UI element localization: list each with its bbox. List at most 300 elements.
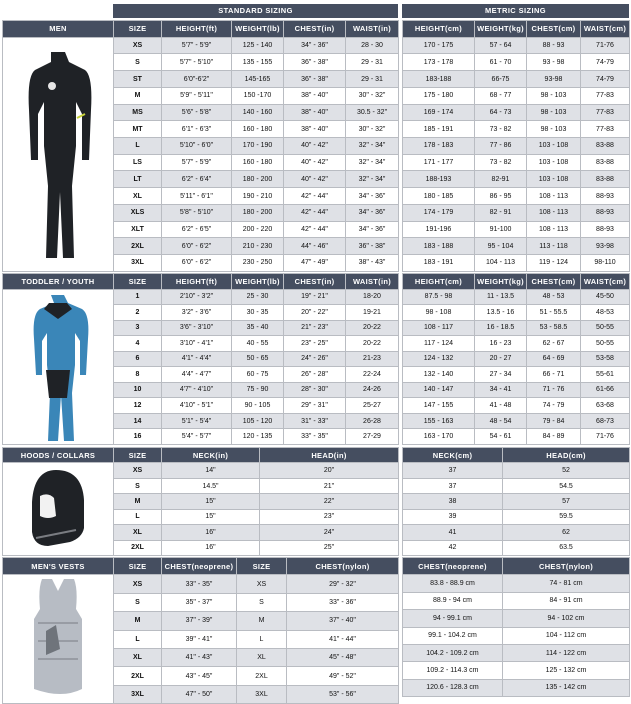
- value-cell: 103 - 108: [527, 138, 581, 155]
- value-cell: 63.5: [503, 540, 630, 555]
- table-row: [403, 104, 630, 121]
- column-header: HEIGHT(cm): [403, 21, 475, 38]
- value-cell: 77-83: [581, 104, 630, 121]
- size-cell: XL: [114, 188, 162, 205]
- value-cell: 99.1 - 104.2 cm: [403, 627, 503, 644]
- column-header: CHEST(neoprene): [162, 558, 237, 575]
- value-cell: 27 - 34: [475, 367, 527, 383]
- value-cell: 200 - 220: [232, 221, 284, 238]
- value-cell: 103 - 108: [527, 154, 581, 171]
- value-cell: 48-53: [581, 305, 630, 321]
- table-row: [403, 478, 630, 493]
- value-cell: 108 - 117: [403, 320, 475, 336]
- table-row: [403, 351, 630, 367]
- table-row: [3, 463, 399, 478]
- value-cell: 4'10" - 5'1": [162, 398, 232, 414]
- youth-wetsuit-icon: [3, 289, 114, 444]
- value-cell: 34" - 36": [346, 204, 399, 221]
- value-cell: 230 - 250: [232, 255, 284, 272]
- value-cell: 71 - 76: [527, 382, 581, 398]
- value-cell: 147 - 155: [403, 398, 475, 414]
- value-cell: 74 - 81 cm: [503, 575, 630, 592]
- value-cell: 53-58: [581, 351, 630, 367]
- vests-section-label: MEN'S VESTS: [3, 558, 114, 575]
- value-cell: 90 - 105: [232, 398, 284, 414]
- table-row: [403, 221, 630, 238]
- value-cell: 77-83: [581, 87, 630, 104]
- mens-wetsuit-icon: [3, 37, 114, 271]
- value-cell: 68 - 77: [475, 87, 527, 104]
- value-cell: 39" - 41": [162, 630, 237, 648]
- vests-metric-table: [402, 557, 630, 697]
- table-row: [403, 679, 630, 696]
- value-cell: 2'10" - 3'2": [162, 289, 232, 305]
- value-cell: 88-93: [581, 188, 630, 205]
- value-cell: 53 - 58.5: [527, 320, 581, 336]
- value-cell: 3'6" - 3'10": [162, 320, 232, 336]
- value-cell: 37" - 39": [162, 612, 237, 630]
- value-cell: 4'4" - 4'7": [162, 367, 232, 383]
- value-cell: 135 - 142 cm: [503, 679, 630, 696]
- value-cell: 44" - 46": [284, 238, 346, 255]
- value-cell: 6'2" - 6'4": [162, 171, 232, 188]
- value-cell: 38" - 43": [346, 255, 399, 272]
- value-cell: 22-24: [346, 367, 399, 383]
- value-cell: 4'7" - 4'10": [162, 382, 232, 398]
- value-cell: L: [237, 630, 287, 648]
- column-header: CHEST(cm): [527, 21, 581, 38]
- value-cell: 183 - 188: [403, 238, 475, 255]
- value-cell: 178 - 183: [403, 138, 475, 155]
- value-cell: 183-188: [403, 71, 475, 88]
- value-cell: 47" - 50": [162, 685, 237, 703]
- value-cell: 77 - 86: [475, 138, 527, 155]
- table-row: [403, 121, 630, 138]
- value-cell: 34" - 36": [346, 221, 399, 238]
- value-cell: 160 - 180: [232, 121, 284, 138]
- column-header: NECK(cm): [403, 448, 503, 463]
- value-cell: 32" - 34": [346, 154, 399, 171]
- size-cell: LT: [114, 171, 162, 188]
- value-cell: 5'7" - 5'10": [162, 54, 232, 71]
- table-row: [403, 382, 630, 398]
- value-cell: 61 - 70: [475, 54, 527, 71]
- table-row: [403, 289, 630, 305]
- value-cell: 5'7" - 5'9": [162, 154, 232, 171]
- value-cell: 15": [162, 494, 260, 509]
- size-cell: 10: [114, 382, 162, 398]
- value-cell: 16": [162, 525, 260, 540]
- table-row: [403, 87, 630, 104]
- size-cell: L: [114, 509, 162, 524]
- value-cell: 2XL: [237, 667, 287, 685]
- value-cell: 104.2 - 109.2 cm: [403, 644, 503, 661]
- table-row: [403, 627, 630, 644]
- value-cell: 175 - 180: [403, 87, 475, 104]
- value-cell: 3'2" - 3'6": [162, 305, 232, 321]
- column-header: HEAD(in): [260, 448, 399, 463]
- value-cell: 82-91: [475, 171, 527, 188]
- value-cell: 20-22: [346, 336, 399, 352]
- value-cell: 109.2 - 114.3 cm: [403, 662, 503, 679]
- column-header: HEIGHT(ft): [162, 21, 232, 38]
- value-cell: 14.5": [162, 478, 260, 493]
- value-cell: 71-76: [581, 37, 630, 54]
- value-cell: 169 - 174: [403, 104, 475, 121]
- value-cell: 91-100: [475, 221, 527, 238]
- value-cell: 20 - 27: [475, 351, 527, 367]
- value-cell: 62: [503, 525, 630, 540]
- value-cell: 42: [403, 540, 503, 555]
- value-cell: 5'6" - 5'8": [162, 104, 232, 121]
- table-row: [403, 71, 630, 88]
- value-cell: 34" - 36": [346, 188, 399, 205]
- size-cell: 3: [114, 320, 162, 336]
- value-cell: 6'0" - 6'2": [162, 255, 232, 272]
- column-header: WAIST(in): [346, 21, 399, 38]
- column-header: CHEST(in): [284, 274, 346, 290]
- value-cell: 74-79: [581, 71, 630, 88]
- value-cell: 93-98: [527, 71, 581, 88]
- value-cell: 50-55: [581, 336, 630, 352]
- table-row: [3, 289, 399, 305]
- value-cell: 124 - 132: [403, 351, 475, 367]
- value-cell: 95 - 104: [475, 238, 527, 255]
- value-cell: 28 - 30: [346, 37, 399, 54]
- size-cell: 2XL: [114, 238, 162, 255]
- value-cell: 45-50: [581, 289, 630, 305]
- table-row: [403, 305, 630, 321]
- value-cell: 88.9 - 94 cm: [403, 592, 503, 609]
- table-row: [403, 204, 630, 221]
- value-cell: 145-165: [232, 71, 284, 88]
- value-cell: 6'1" - 6'3": [162, 121, 232, 138]
- value-cell: 41 - 48: [475, 398, 527, 414]
- value-cell: 38" - 40": [284, 104, 346, 121]
- value-cell: 29 - 31: [346, 71, 399, 88]
- value-cell: 37: [403, 478, 503, 493]
- value-cell: 26" - 28": [284, 367, 346, 383]
- value-cell: 51 - 55.5: [527, 305, 581, 321]
- value-cell: 5'7" - 5'9": [162, 37, 232, 54]
- men-header-row: [3, 21, 399, 38]
- size-cell: M: [114, 494, 162, 509]
- value-cell: 98 - 103: [527, 121, 581, 138]
- table-row: [403, 336, 630, 352]
- table-row: [403, 37, 630, 54]
- value-cell: 54 - 61: [475, 429, 527, 445]
- value-cell: 16 - 18.5: [475, 320, 527, 336]
- size-cell: XLT: [114, 221, 162, 238]
- youth-metric-header-row: [403, 274, 630, 290]
- value-cell: 21-23: [346, 351, 399, 367]
- value-cell: 66 - 71: [527, 367, 581, 383]
- size-cell: S: [114, 593, 162, 611]
- value-cell: 108 - 113: [527, 221, 581, 238]
- value-cell: 117 - 124: [403, 336, 475, 352]
- table-row: [3, 575, 399, 593]
- table-row: [403, 540, 630, 555]
- value-cell: 86 - 95: [475, 188, 527, 205]
- value-cell: 55-61: [581, 367, 630, 383]
- table-row: [403, 398, 630, 414]
- value-cell: 132 - 140: [403, 367, 475, 383]
- men-standard-table: [2, 20, 399, 272]
- value-cell: 113 - 118: [527, 238, 581, 255]
- table-row: [403, 644, 630, 661]
- column-header: NECK(in): [162, 448, 260, 463]
- value-cell: 73 - 82: [475, 154, 527, 171]
- table-row: [403, 592, 630, 609]
- value-cell: 21": [260, 478, 399, 493]
- column-header: WAIST(in): [346, 274, 399, 290]
- column-header: CHEST(nylon): [503, 558, 630, 575]
- column-header: CHEST(in): [284, 21, 346, 38]
- table-row: [403, 509, 630, 524]
- men-metric-header-row: [403, 21, 630, 38]
- value-cell: 39: [403, 509, 503, 524]
- value-cell: 23" - 25": [284, 336, 346, 352]
- value-cell: 15": [162, 509, 260, 524]
- value-cell: M: [237, 612, 287, 630]
- youth-standard-table: [2, 273, 399, 445]
- value-cell: 120.6 - 128.3 cm: [403, 679, 503, 696]
- value-cell: 62 - 67: [527, 336, 581, 352]
- value-cell: 5'11" - 6'1": [162, 188, 232, 205]
- value-cell: 88 - 93: [527, 37, 581, 54]
- vests-standard-table: [2, 557, 399, 704]
- value-cell: 119 - 124: [527, 255, 581, 272]
- column-header: CHEST(neoprene): [403, 558, 503, 575]
- value-cell: 108 - 113: [527, 204, 581, 221]
- value-cell: 30" - 32": [346, 121, 399, 138]
- value-cell: 5'9" - 5'11": [162, 87, 232, 104]
- value-cell: 41: [403, 525, 503, 540]
- value-cell: 24": [260, 525, 399, 540]
- value-cell: 49" - 52": [287, 667, 399, 685]
- value-cell: 68-73: [581, 413, 630, 429]
- value-cell: 33" - 36": [287, 593, 399, 611]
- size-cell: 2: [114, 305, 162, 321]
- value-cell: XL: [237, 649, 287, 667]
- value-cell: 6'0"-6'2": [162, 71, 232, 88]
- value-cell: 83-88: [581, 154, 630, 171]
- size-cell: XL: [114, 649, 162, 667]
- value-cell: 38: [403, 494, 503, 509]
- value-cell: 66-75: [475, 71, 527, 88]
- value-cell: 52: [503, 463, 630, 478]
- value-cell: 16": [162, 540, 260, 555]
- column-header: WEIGHT(kg): [475, 274, 527, 290]
- value-cell: 140 - 160: [232, 104, 284, 121]
- value-cell: 53" - 56": [287, 685, 399, 703]
- vests-metric-header-row: [403, 558, 630, 575]
- value-cell: 59.5: [503, 509, 630, 524]
- column-header: SIZE: [237, 558, 287, 575]
- table-row: [403, 429, 630, 445]
- value-cell: 185 - 191: [403, 121, 475, 138]
- value-cell: 34" - 36": [284, 37, 346, 54]
- table-row: [403, 154, 630, 171]
- value-cell: 87.5 - 98: [403, 289, 475, 305]
- value-cell: 173 - 178: [403, 54, 475, 71]
- size-cell: ST: [114, 71, 162, 88]
- value-cell: 19-21: [346, 305, 399, 321]
- column-header: SIZE: [114, 448, 162, 463]
- hoods-header-row: [3, 448, 399, 463]
- value-cell: 155 - 163: [403, 413, 475, 429]
- value-cell: 103 - 108: [527, 171, 581, 188]
- value-cell: 125 - 132 cm: [503, 662, 630, 679]
- value-cell: 18-20: [346, 289, 399, 305]
- value-cell: 20": [260, 463, 399, 478]
- value-cell: S: [237, 593, 287, 611]
- value-cell: 31" - 33": [284, 413, 346, 429]
- table-row: [403, 171, 630, 188]
- table-row: [403, 494, 630, 509]
- value-cell: 57: [503, 494, 630, 509]
- value-cell: 28" - 30": [284, 382, 346, 398]
- value-cell: 30 - 35: [232, 305, 284, 321]
- size-cell: XLS: [114, 204, 162, 221]
- value-cell: 180 - 200: [232, 171, 284, 188]
- table-row: [403, 525, 630, 540]
- size-cell: 14: [114, 413, 162, 429]
- value-cell: 63-68: [581, 398, 630, 414]
- value-cell: 48 - 54: [475, 413, 527, 429]
- value-cell: 135 - 155: [232, 54, 284, 71]
- column-header: HEIGHT(cm): [403, 274, 475, 290]
- size-cell: 8: [114, 367, 162, 383]
- value-cell: 6'0" - 6'2": [162, 238, 232, 255]
- value-cell: 163 - 170: [403, 429, 475, 445]
- value-cell: 64 - 73: [475, 104, 527, 121]
- size-cell: XL: [114, 525, 162, 540]
- column-header: SIZE: [114, 274, 162, 290]
- table-row: [403, 238, 630, 255]
- value-cell: 36" - 38": [346, 238, 399, 255]
- value-cell: 20-22: [346, 320, 399, 336]
- value-cell: 160 - 180: [232, 154, 284, 171]
- value-cell: 21" - 23": [284, 320, 346, 336]
- value-cell: 25-27: [346, 398, 399, 414]
- size-cell: MS: [114, 104, 162, 121]
- value-cell: 82 - 91: [475, 204, 527, 221]
- value-cell: 5'8" - 5'10": [162, 204, 232, 221]
- value-cell: 38" - 40": [284, 87, 346, 104]
- value-cell: 171 - 177: [403, 154, 475, 171]
- value-cell: 32" - 34": [346, 171, 399, 188]
- men-metric-table: [402, 20, 630, 272]
- value-cell: 104 - 112 cm: [503, 627, 630, 644]
- value-cell: 50-55: [581, 320, 630, 336]
- value-cell: 3XL: [237, 685, 287, 703]
- size-cell: 2XL: [114, 540, 162, 555]
- value-cell: 33" - 35": [284, 429, 346, 445]
- column-header: CHEST(nylon): [287, 558, 399, 575]
- value-cell: 40" - 42": [284, 171, 346, 188]
- value-cell: 34 - 41: [475, 382, 527, 398]
- value-cell: 73 - 82: [475, 121, 527, 138]
- size-cell: S: [114, 54, 162, 71]
- value-cell: 41" - 44": [287, 630, 399, 648]
- value-cell: 29 - 31: [346, 54, 399, 71]
- value-cell: 183 - 191: [403, 255, 475, 272]
- value-cell: 14": [162, 463, 260, 478]
- value-cell: 54.5: [503, 478, 630, 493]
- size-cell: XS: [114, 463, 162, 478]
- value-cell: 60 - 75: [232, 367, 284, 383]
- value-cell: 24-26: [346, 382, 399, 398]
- value-cell: 93 - 98: [527, 54, 581, 71]
- value-cell: 191-196: [403, 221, 475, 238]
- value-cell: 75 - 90: [232, 382, 284, 398]
- value-cell: 29" - 32": [287, 575, 399, 593]
- table-row: [403, 54, 630, 71]
- value-cell: 40 - 55: [232, 336, 284, 352]
- value-cell: 24" - 26": [284, 351, 346, 367]
- value-cell: 35" - 37": [162, 593, 237, 611]
- hoods-metric-header-row: [403, 448, 630, 463]
- value-cell: 105 - 120: [232, 413, 284, 429]
- value-cell: 180 - 200: [232, 204, 284, 221]
- value-cell: 210 - 230: [232, 238, 284, 255]
- value-cell: 36" - 38": [284, 71, 346, 88]
- value-cell: 140 - 147: [403, 382, 475, 398]
- value-cell: 98 - 103: [527, 104, 581, 121]
- value-cell: 27-29: [346, 429, 399, 445]
- value-cell: 26-28: [346, 413, 399, 429]
- table-row: [403, 575, 630, 592]
- value-cell: 36" - 38": [284, 54, 346, 71]
- value-cell: 23": [260, 509, 399, 524]
- column-header: WAIST(cm): [581, 274, 630, 290]
- value-cell: 94 - 99.1 cm: [403, 610, 503, 627]
- value-cell: 188-193: [403, 171, 475, 188]
- table-row: [403, 463, 630, 478]
- value-cell: 74 - 79: [527, 398, 581, 414]
- table-row: [403, 662, 630, 679]
- size-cell: S: [114, 478, 162, 493]
- value-cell: 79 - 84: [527, 413, 581, 429]
- size-cell: M: [114, 612, 162, 630]
- youth-metric-table: [402, 273, 630, 445]
- value-cell: 30" - 32": [346, 87, 399, 104]
- value-cell: XS: [237, 575, 287, 593]
- value-cell: 83.8 - 88.9 cm: [403, 575, 503, 592]
- column-header: HEAD(cm): [503, 448, 630, 463]
- value-cell: 98 - 103: [527, 87, 581, 104]
- value-cell: 3'10" - 4'1": [162, 336, 232, 352]
- value-cell: 120 - 135: [232, 429, 284, 445]
- size-cell: L: [114, 138, 162, 155]
- column-header: CHEST(cm): [527, 274, 581, 290]
- value-cell: 48 - 53: [527, 289, 581, 305]
- value-cell: 174 - 179: [403, 204, 475, 221]
- value-cell: 125 - 140: [232, 37, 284, 54]
- value-cell: 61-66: [581, 382, 630, 398]
- neoprene-hood-icon: [3, 463, 114, 556]
- size-cell: 3XL: [114, 685, 162, 703]
- youth-section-label: TODDLER / YOUTH: [3, 274, 114, 290]
- value-cell: 40" - 42": [284, 138, 346, 155]
- value-cell: 57 - 64: [475, 37, 527, 54]
- column-header: WAIST(cm): [581, 21, 630, 38]
- size-cell: M: [114, 87, 162, 104]
- table-row: [403, 255, 630, 272]
- size-cell: 12: [114, 398, 162, 414]
- value-cell: 29" - 31": [284, 398, 346, 414]
